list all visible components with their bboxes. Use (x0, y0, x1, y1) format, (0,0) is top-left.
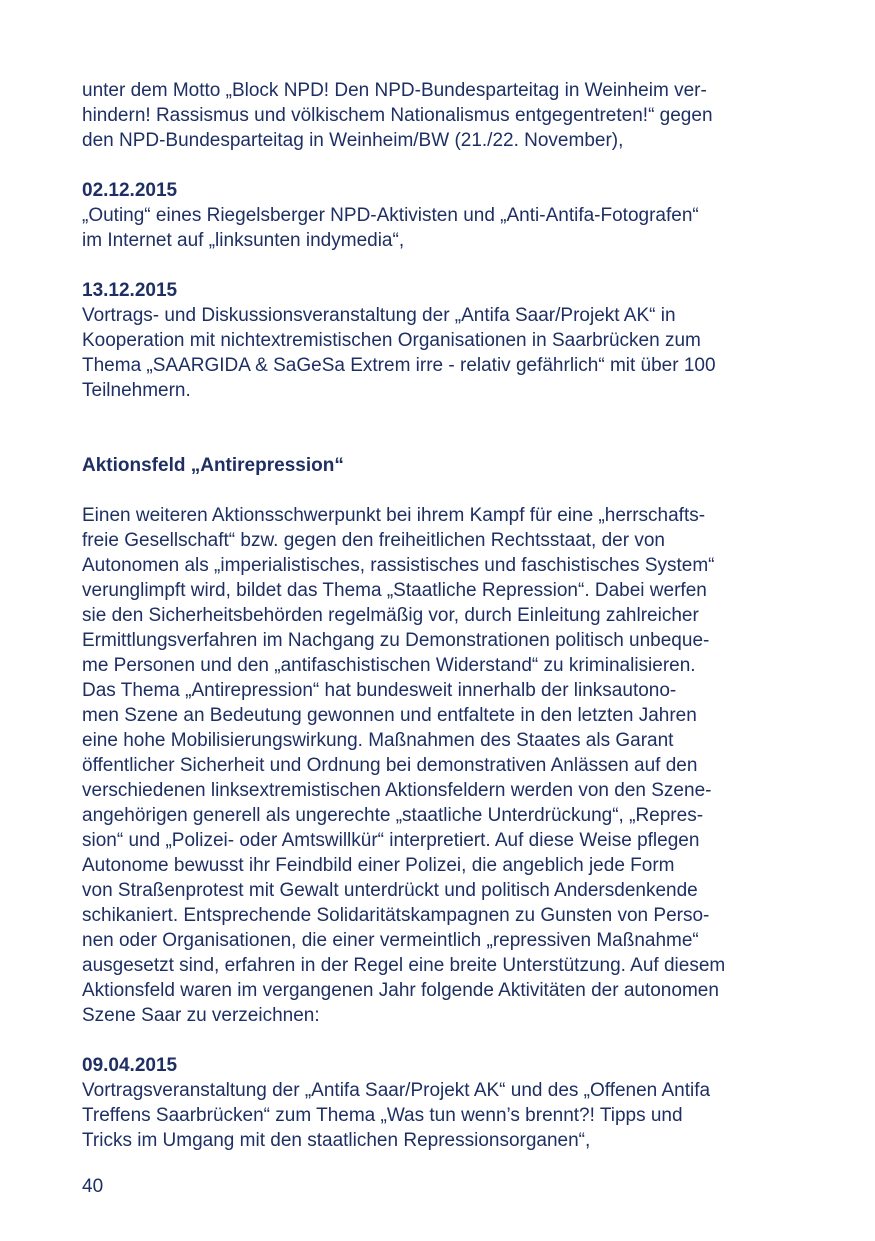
text-line: öffentlicher Sicherheit und Ordnung bei demonstrativen Anlässen auf den (82, 755, 698, 776)
text-line: im Internet auf „linksunten indymedia“, (82, 230, 405, 251)
text-line: me Personen und den „antifaschistischen Widerstand“ zu kriminalisieren. (82, 655, 696, 676)
text-line: Das Thema „Antirepression“ hat bundesweit innerhalb der linksautono- (82, 680, 677, 701)
text-line: „Outing“ eines Riegelsberger NPD-Aktivisten und „Anti-Antifa-Fotografen“ (82, 205, 699, 226)
text-line: sion“ und „Polizei- oder Amtswillkür“ interpretiert. Auf diese Weise pflegen (82, 830, 700, 851)
text-line: Ermittlungsverfahren im Nachgang zu Demonstrationen politisch unbeque- (82, 630, 710, 651)
text-line: sie den Sicherheitsbehörden regelmäßig vor, durch Einleitung zahlreicher (82, 605, 699, 626)
text-line: freie Gesellschaft“ bzw. gegen den freiheitlichen Rechtsstaat, der von (82, 530, 665, 551)
page-number: 40 (82, 1176, 104, 1197)
entry-date: 02.12.2015 (82, 180, 178, 201)
entry-09-04-2015 (82, 1053, 794, 1153)
text-line: Aktionsfeld waren im vergangenen Jahr folgende Aktivitäten der autonomen (82, 980, 719, 1001)
text-line: men Szene an Bedeutung gewonnen und entfaltete in den letzten Jahren (82, 705, 697, 726)
entry-date: 09.04.2015 (82, 1055, 178, 1076)
text-line: Autonomen als „imperialistisches, rassistisches und faschistisches System“ (82, 555, 715, 576)
intro-paragraph (82, 78, 794, 153)
text-line: von Straßenprotest mit Gewalt unterdrückt und politisch Andersdenkende (82, 880, 698, 901)
text-line: den NPD-Bundesparteitag in Weinheim/BW (21./22. November), (82, 130, 624, 151)
entry-date: 13.12.2015 (82, 280, 178, 301)
text-line: Vortrags- und Diskussionsveranstaltung der „Antifa Saar/Projekt AK“ in (82, 305, 676, 326)
text-line: ausgesetzt sind, erfahren in der Regel eine breite Unterstützung. Auf diesem (82, 955, 726, 976)
entry-02-12-2015 (82, 178, 794, 253)
text-line: Thema „SAARGIDA & SaGeSa Extrem irre - relativ gefährlich“ mit über 100 (82, 355, 716, 376)
entry-13-12-2015 (82, 278, 794, 403)
text-line: verschiedenen linksextremistischen Aktionsfeldern werden von den Szene- (82, 780, 712, 801)
text-line: verunglimpft wird, bildet das Thema „Staatliche Repression“. Dabei werfen (82, 580, 707, 601)
text-line: Tricks im Umgang mit den staatlichen Repressionsorganen“, (82, 1130, 591, 1151)
text-line: Szene Saar zu verzeichnen: (82, 1005, 320, 1026)
text-line: Autonome bewusst ihr Feindbild einer Polizei, die angeblich jede Form (82, 855, 675, 876)
text-line: eine hohe Mobilisierungswirkung. Maßnahmen des Staates als Garant (82, 730, 674, 751)
text-line: Treffens Saarbrücken“ zum Thema „Was tun wenn’s brennt?! Tipps und (82, 1105, 683, 1126)
text-line: unter dem Motto „Block NPD! Den NPD-Bundesparteitag in Weinheim ver- (82, 80, 707, 101)
text-line: hindern! Rassismus und völkischem Nationalismus entgegentreten!“ gegen (82, 105, 713, 126)
text-line: angehörigen generell als ungerechte „staatliche Unterdrückung“, „Repres- (82, 805, 704, 826)
section-paragraph (82, 503, 794, 1028)
text-line: Einen weiteren Aktionsschwerpunkt bei ihrem Kampf für eine „herrschafts- (82, 505, 706, 526)
text-line: Teilnehmern. (82, 380, 191, 401)
document-page (82, 78, 794, 1153)
section-heading: Aktionsfeld „Antirepression“ (82, 455, 344, 476)
text-line: nen oder Organisationen, die einer vermeintlich „repressiven Maßnahme“ (82, 930, 699, 951)
text-line: Vortragsveranstaltung der „Antifa Saar/Projekt AK“ und des „Offenen Antifa (82, 1080, 711, 1101)
text-line: schikaniert. Entsprechende Solidaritätskampagnen zu Gunsten von Perso- (82, 905, 710, 926)
text-line: Kooperation mit nichtextremistischen Organisationen in Saarbrücken zum (82, 330, 701, 351)
